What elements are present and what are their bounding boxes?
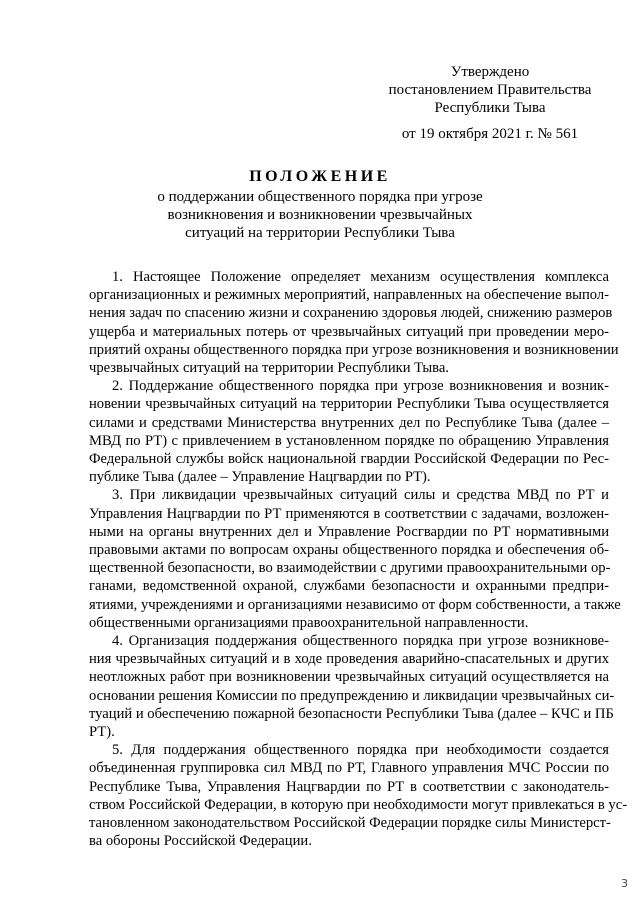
paragraph-line: 2. Поддержание общественного порядка при угрозе возникновения и возник- xyxy=(112,378,609,395)
paragraph-line: 5. Для поддержания общественного порядка при необходимости создается xyxy=(112,742,609,759)
paragraph-line: МВД по РТ) с привлечением в установленном порядке по обращению Управления xyxy=(89,432,609,449)
approval-date: от 19 октября 2021 г. № 561 xyxy=(401,126,579,142)
paragraph-line: организационных и режимных мероприятий, направленных на обеспечение выпол- xyxy=(89,287,609,304)
paragraph-line: Федеральной службы войск национальной гвардии Российской Федерации по Рес- xyxy=(89,451,609,468)
approval-line-1: Утверждено xyxy=(450,64,530,80)
paragraph-line: тановленном законодательством Российской Федерации порядке силы Министерст- xyxy=(89,815,611,832)
paragraph-2 xyxy=(89,377,609,486)
paragraph-line: приятий охраны общественного порядка при угрозе возникновения и возникновении xyxy=(89,341,619,358)
paragraph-line: туаций и обеспечению пожарной безопасности Республики Тыва (далее – КЧС и ПБ xyxy=(89,705,614,722)
subtitle-line-1: о поддержании общественного порядка при угрозе xyxy=(157,189,483,205)
page-mark: 3 xyxy=(621,877,628,890)
paragraph-line: 4. Организация поддержания общественного порядка при угрозе возникнове- xyxy=(112,633,609,650)
paragraph-line: РТ). xyxy=(89,724,115,741)
approval-block xyxy=(380,63,600,117)
document-title: ПОЛОЖЕНИЕ xyxy=(249,168,391,185)
paragraph-line: Управления Нацгвардии по РТ применяются в соответствии с задачами, возложен- xyxy=(89,505,609,522)
paragraph-5 xyxy=(89,741,628,850)
document-body xyxy=(89,268,628,851)
paragraph-line: неотложных работ при возникновении чрезвычайных ситуаций осуществляется на xyxy=(89,669,609,686)
paragraph-line: ния чрезвычайных ситуаций и в ходе проведения аварийно-спасательных и других xyxy=(89,651,609,668)
paragraph-line: новении чрезвычайных ситуаций на территории Республики Тыва осуществляется xyxy=(89,396,609,413)
paragraph-3 xyxy=(89,486,621,632)
subtitle-line-3: ситуаций на территории Республики Тыва xyxy=(185,225,455,241)
subtitle-line-2: возникновения и возникновении чрезвычайных xyxy=(167,207,473,223)
paragraph-line: ва обороны Российской Федерации. xyxy=(89,833,312,850)
document-subtitle xyxy=(60,188,580,242)
paragraph-line: ущерба и материальных потерь от чрезвычайных ситуаций при проведении меро- xyxy=(89,323,609,340)
paragraph-line: силами и средствами Министерства внутренних дел по Республике Тыва (далее – xyxy=(89,414,609,431)
paragraph-line: чрезвычайных ситуаций на территории Республики Тыва. xyxy=(89,360,449,377)
paragraph-line: основании решения Комиссии по предупреждению и ликвидации чрезвычайных си- xyxy=(89,687,615,704)
approval-line-3: Республики Тыва xyxy=(434,100,546,116)
paragraph-4 xyxy=(89,632,615,741)
paragraph-line: нения задач по спасению жизни и сохранению здоровья людей, снижению размеров xyxy=(89,305,613,322)
paragraph-line: общественными организациями правоохранительной направленности. xyxy=(89,614,529,631)
paragraph-line: Республике Тыва, Управления Нацгвардии по РТ в соответствии с законодатель- xyxy=(89,778,609,795)
paragraph-line: ством Российской Федерации, в которую при необходимости могут привлекаться в ус- xyxy=(89,796,628,813)
paragraph-line: ятиями, учреждениями и организациями независимо от форм собственности, а также xyxy=(89,596,621,613)
paragraph-line: ганами, ведомственной охраной, службами безопасности и охранными предпри- xyxy=(89,578,609,595)
paragraph-line: публике Тыва (далее – Управление Нацгвардии по РТ). xyxy=(89,469,431,486)
paragraph-line: щественной безопасности, во взаимодействии с другими правоохранительными ор- xyxy=(89,560,611,577)
paragraph-line: правовыми актами по вопросам охраны общественного порядка и обеспечения об- xyxy=(89,542,609,559)
paragraph-line: 1. Настоящее Положение определяет механизм осуществления комплекса xyxy=(112,269,609,285)
paragraph-line: объединенная группировка сил МВД по РТ, Главного управления МЧС России по xyxy=(89,760,609,777)
paragraph-line: ными на органы внутренних дел и Управление Росгвардии по РТ нормативными xyxy=(89,523,609,540)
paragraph-1 xyxy=(89,268,619,377)
paragraph-line: 3. При ликвидации чрезвычайных ситуаций силы и средства МВД по РТ и xyxy=(112,487,609,504)
approval-line-2: постановлением Правительства xyxy=(388,82,592,98)
